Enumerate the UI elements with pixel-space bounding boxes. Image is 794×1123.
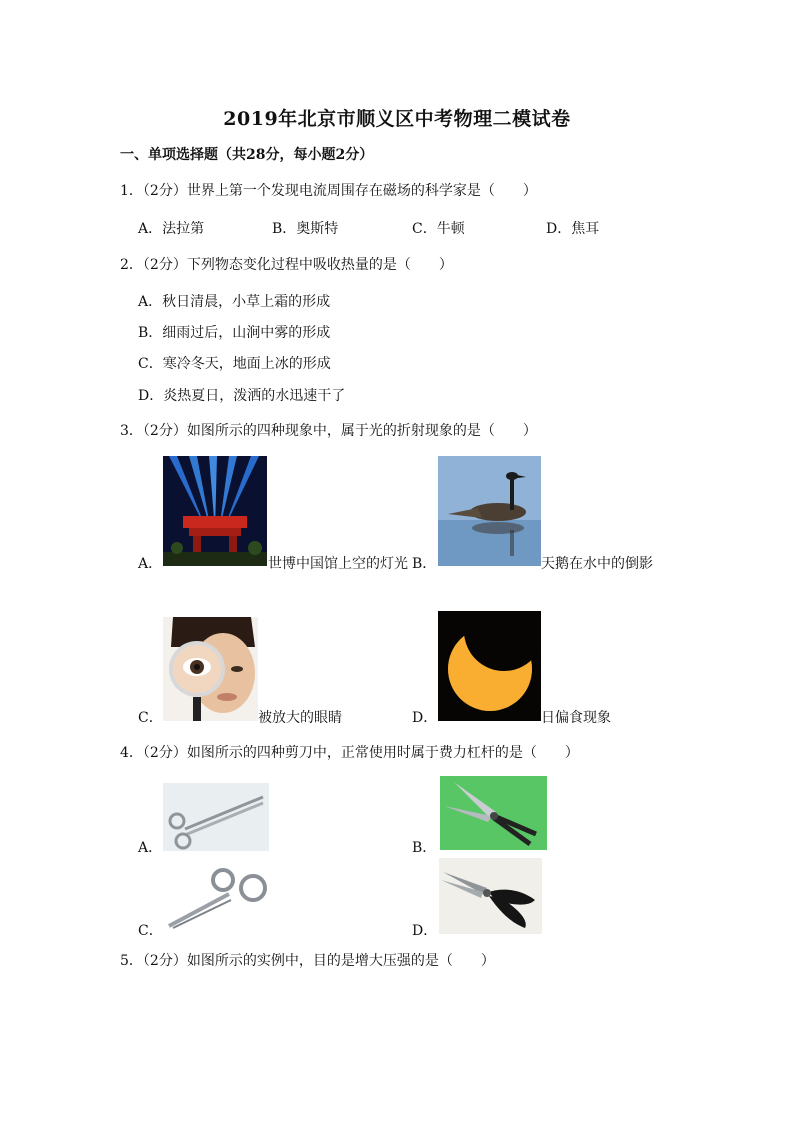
question-4-option-c-letter: C．	[138, 923, 163, 939]
question-1-option-a: A．法拉第	[138, 221, 205, 237]
question-4-option-a-letter: A．	[138, 840, 163, 856]
expo-pavilion-lights-image	[163, 456, 267, 566]
tin-snips-image	[439, 858, 542, 934]
question-4-stem: 4．（2分）如图所示的四种剪刀中，正常使用时属于费力杠杆的是（ ）	[120, 745, 579, 761]
question-5-stem: 5．（2分）如图所示的实例中，目的是增大压强的是（ ）	[120, 953, 495, 969]
question-3-option-c-letter: C．	[138, 710, 163, 726]
question-1-option-d: D．焦耳	[546, 221, 600, 237]
small-scissors-image	[163, 862, 273, 932]
question-3-option-c-caption: 被放大的眼睛	[258, 710, 342, 726]
question-3-option-b-caption: 天鹅在水中的倒影	[541, 556, 653, 572]
question-1-stem: 1．（2分）世界上第一个发现电流周围存在磁场的科学家是（ ）	[120, 183, 537, 199]
question-3-stem: 3．（2分）如图所示的四种现象中，属于光的折射现象的是（ ）	[120, 423, 537, 439]
page-title: 2019年北京市顺义区中考物理二模试卷	[223, 108, 571, 130]
question-2-option-a: A．秋日清晨，小草上霜的形成	[138, 294, 331, 310]
question-3-option-a-letter: A．	[138, 556, 163, 572]
question-3-option-b-letter: B．	[412, 556, 437, 572]
partial-solar-eclipse-image	[438, 611, 541, 721]
question-4-option-d-letter: D．	[412, 923, 438, 939]
question-2-stem: 2．（2分）下列物态变化过程中吸收热量的是（ ）	[120, 257, 453, 273]
magnified-eye-image	[163, 617, 258, 721]
question-2-option-b: B．细雨过后，山涧中雾的形成	[138, 325, 331, 341]
question-1-option-c: C．牛顿	[412, 221, 465, 237]
section-heading: 一、单项选择题（共28分，每小题2分）	[120, 147, 374, 163]
question-1-option-b: B．奥斯特	[272, 221, 339, 237]
swan-reflection-image	[438, 456, 541, 566]
question-2-option-d: D．炎热夏日，泼洒的水迅速干了	[138, 388, 346, 404]
garden-shears-image	[440, 776, 547, 850]
question-4-option-b-letter: B．	[412, 840, 437, 856]
surgical-scissors-image	[163, 783, 269, 851]
question-3-option-d-caption: 日偏食现象	[541, 710, 611, 726]
question-3-option-a-caption: 世博中国馆上空的灯光	[268, 556, 408, 572]
question-3-option-d-letter: D．	[412, 710, 438, 726]
question-2-option-c: C．寒冷冬天，地面上冰的形成	[138, 356, 331, 372]
